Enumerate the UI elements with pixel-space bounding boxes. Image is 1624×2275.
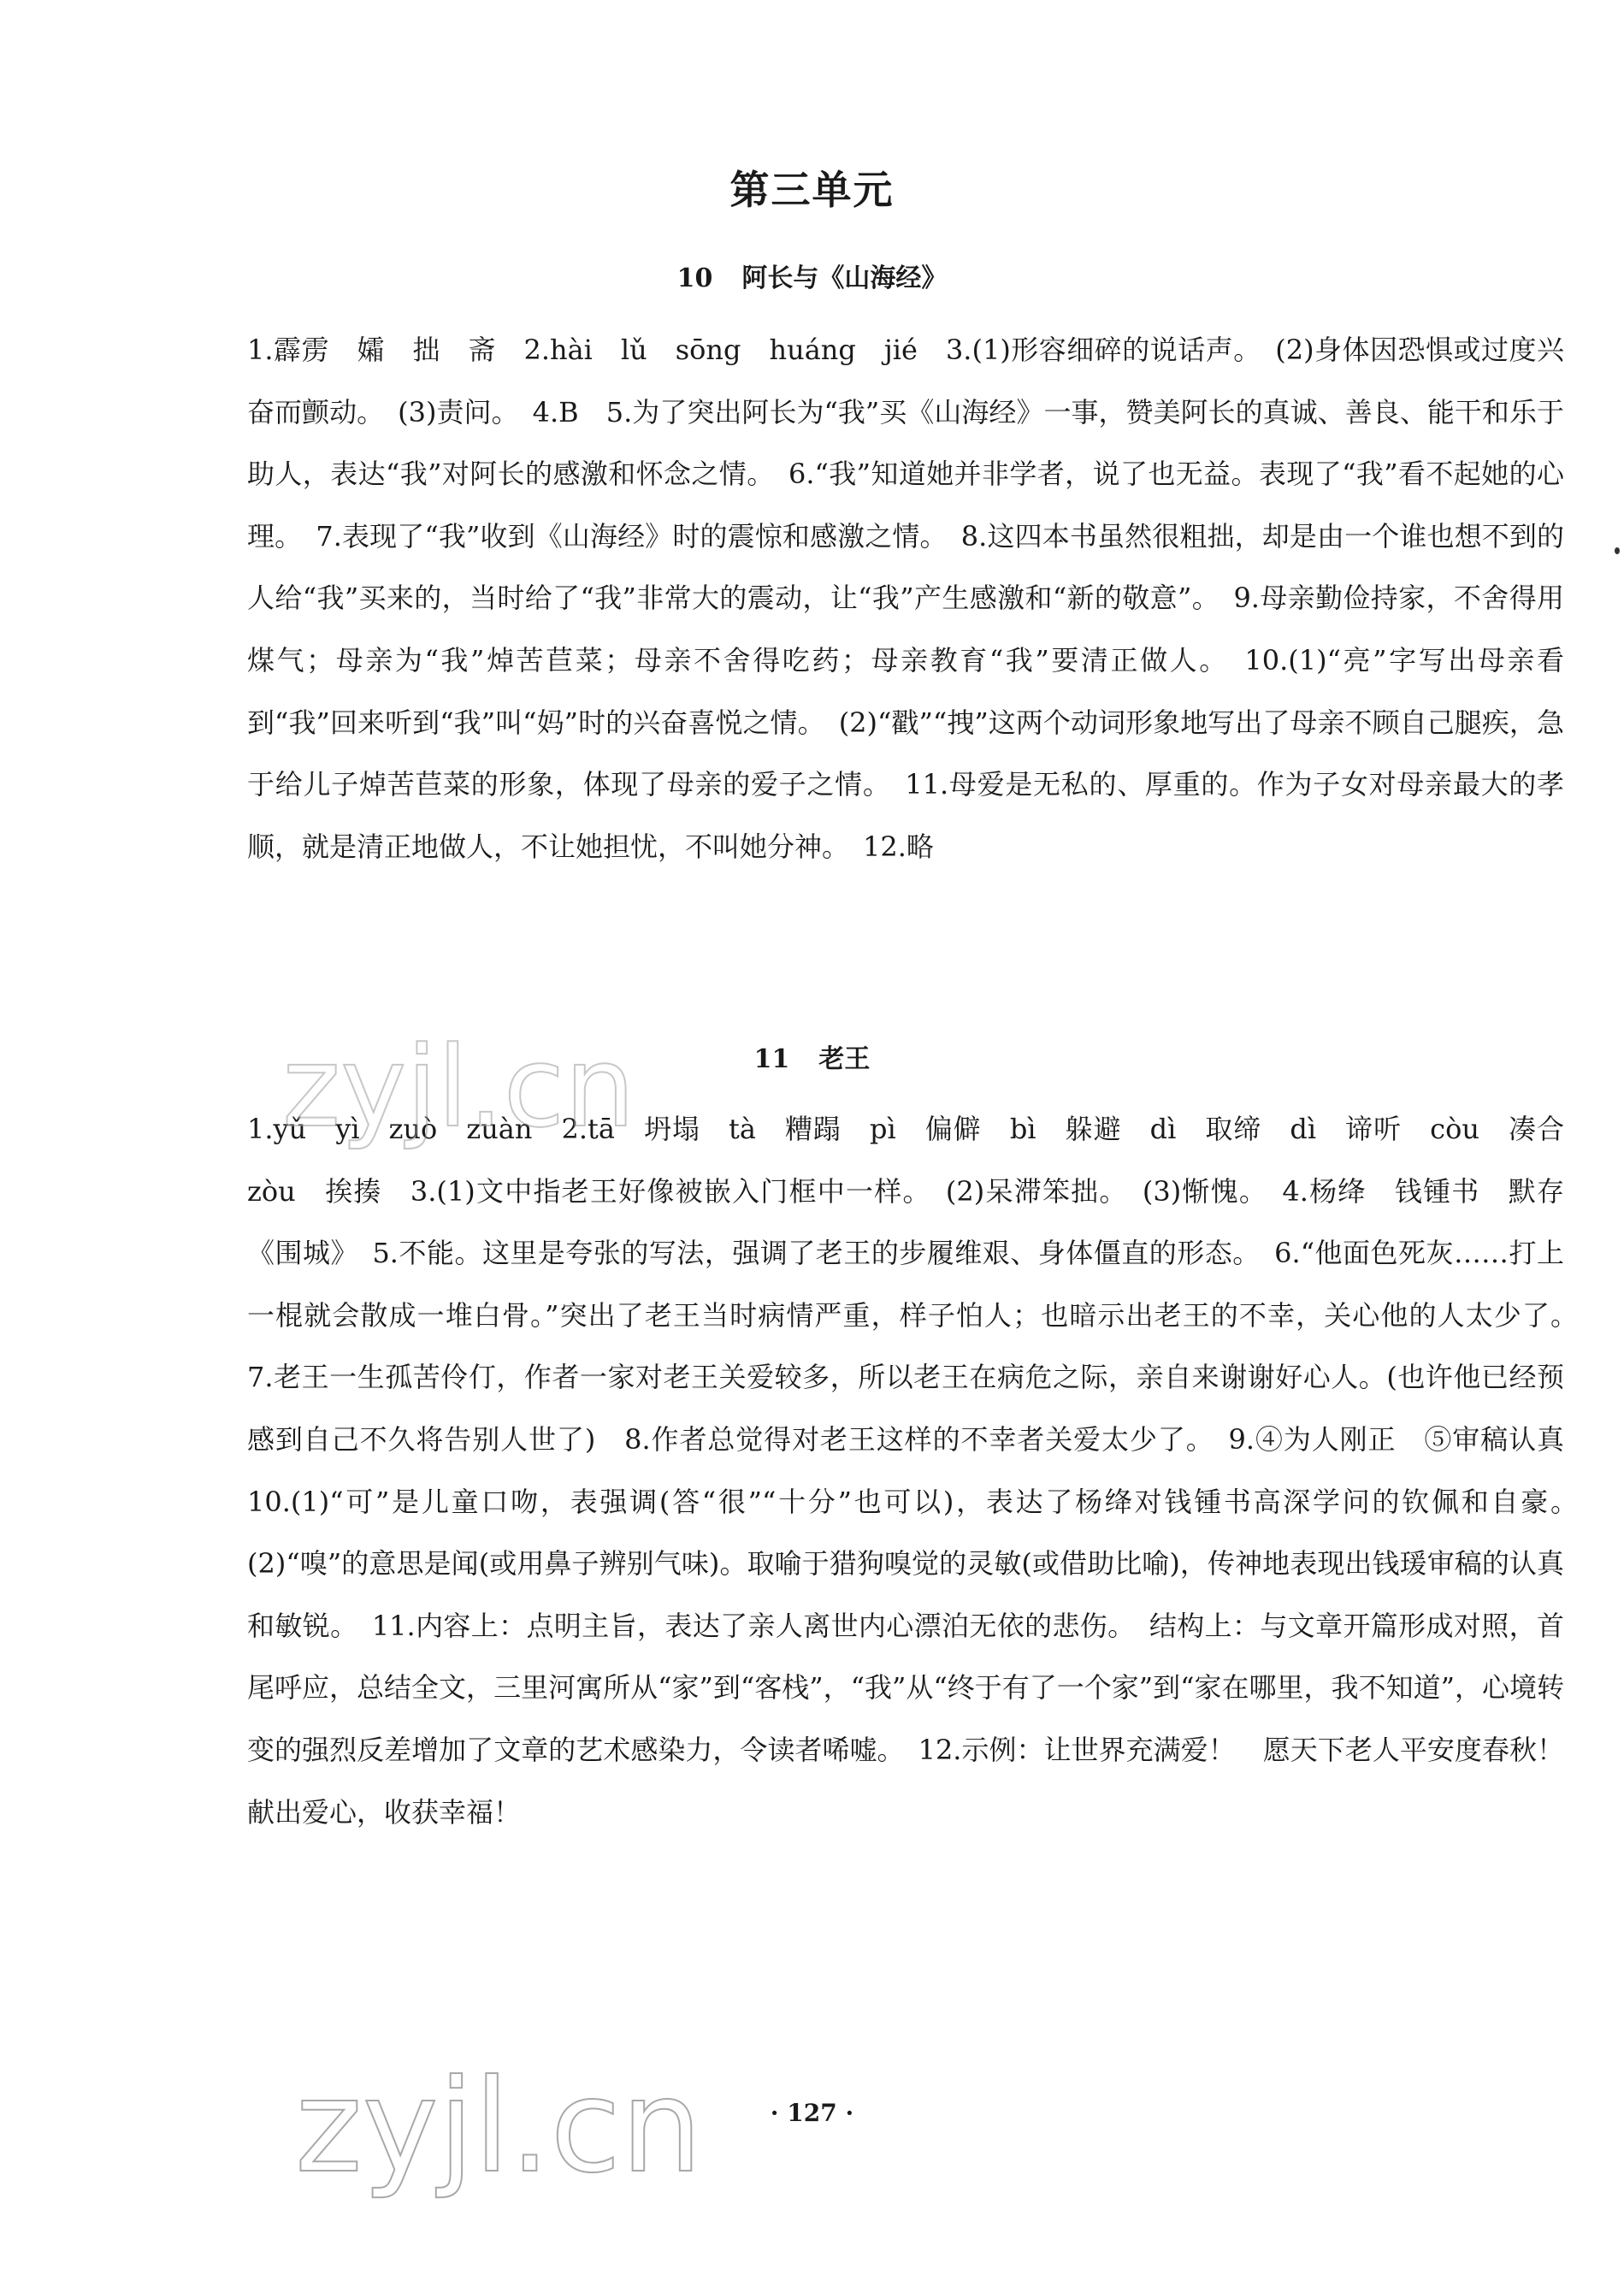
lesson-number: 11 xyxy=(753,1044,790,1074)
page-number: · 127 · xyxy=(770,2099,854,2127)
lesson-title-11 xyxy=(0,1037,1624,1075)
watermark-logo: zyjl.cn xyxy=(282,1022,635,1152)
lesson-name: 阿长与《山海经》 xyxy=(741,263,948,293)
lesson-title-10 xyxy=(0,257,1624,294)
lesson-name: 老王 xyxy=(818,1044,871,1074)
watermark-logo: zyjl.cn xyxy=(295,2053,703,2201)
unit-title: 第三单元 xyxy=(729,167,895,213)
lesson-number: 10 xyxy=(676,263,713,293)
lesson-10-answers: 1.霹雳 孀 拙 斋 2.hài lǔ sōng huáng jié 3.(1)形容细碎的说话声。 (2)身体因恐惧或过度兴奋而颤动。 (3)责问。 4.B 5.为了突出阿长为“我”买《山海经》一事，赞美阿长的真诚、善良、能干和乐于助人，表达“我”对阿长的感激和怀念之情。 6.“我”知道她并非学者，说了也无益。表现了“我”看不起她的心理。 7.表现了“我”收到《山海经》时的震惊和感激之情。 8.这四本书虽然很粗拙，却是由一个谁也想不到的人给“我”买来的，当时给了“我”非常大的震动，让“我”产生感激和“新的敬意”。 9.母亲勤俭持家，不舍得用煤气；母亲为“我”焯苦苣菜；母亲不舍得吃药；母亲教育“我”要清正做人。 10.(1)“亮”字写出母亲看到“我”回来听到“我”叫“妈”时的兴奋喜悦之情。 (2)“戳”“拽”这两个动词形象地写出了母亲不顾自己腿疾，急于给儿子焯苦苣菜的形象，体现了母亲的爱子之情。 11.母爱是无私的、厚重的。作为子女对母亲最大的孝顺，就是清正地做人，不让她担忧，不叫她分神。 12.略 xyxy=(247,334,1564,863)
lesson-11-answers: 1.yǔ yì zuò zuàn 2.tā 坍塌 tà 糟蹋 pì 偏僻 bì 躲避 dì 取缔 dì 谛听 còu 凑合 zòu 挨揍 3.(1)文中指老王好像被嵌入门框中一样。 (2)呆滞笨拙。 (3)惭愧。 4.杨绛 钱锺书 默存 《围城》 5.不能。这里是夸张的写法，强调了老王的步履维艰、身体僵直的形态。 6.“他面色死灰……打上一棍就会散成一堆白骨。”突出了老王当时病情严重，样子怕人；也暗示出老王的不幸，关心他的人太少了。 7.老王一生孤苦伶仃，作者一家对老王关爱较多，所以老王在病危之际，亲自来谢谢好心人。(也许他已经预感到自己不久将告别人世了) 8.作者总觉得对老王这样的不幸者关爱太少了。 9.④为人刚正 ⑤审稿认真 10.(1)“可”是儿童口吻，表强调(答“很”“十分”也可以)，表达了杨绛对钱锺书高深学问的钦佩和自豪。 (2)“嗅”的意思是闻(或用鼻子辨别气味)。取喻于猎狗嗅觉的灵敏(或借助比喻)，传神地表现出钱瑗审稿的认真和敏锐。 11.内容上：点明主旨，表达了亲人离世内心漂泊无依的悲伤。 结构上：与文章开篇形成对照，首尾呼应，总结全文，三里河寓所从“家”到“客栈”，“我”从“终于有了一个家”到“家在哪里，我不知道”，心境转变的强烈反差增加了文章的艺术感染力，令读者唏嘘。 12.示例：让世界充满爱！ 愿天下老人平安度春秋！ 献出爱心，收获幸福！ xyxy=(247,1113,1592,1829)
scan-speck xyxy=(1615,547,1620,554)
